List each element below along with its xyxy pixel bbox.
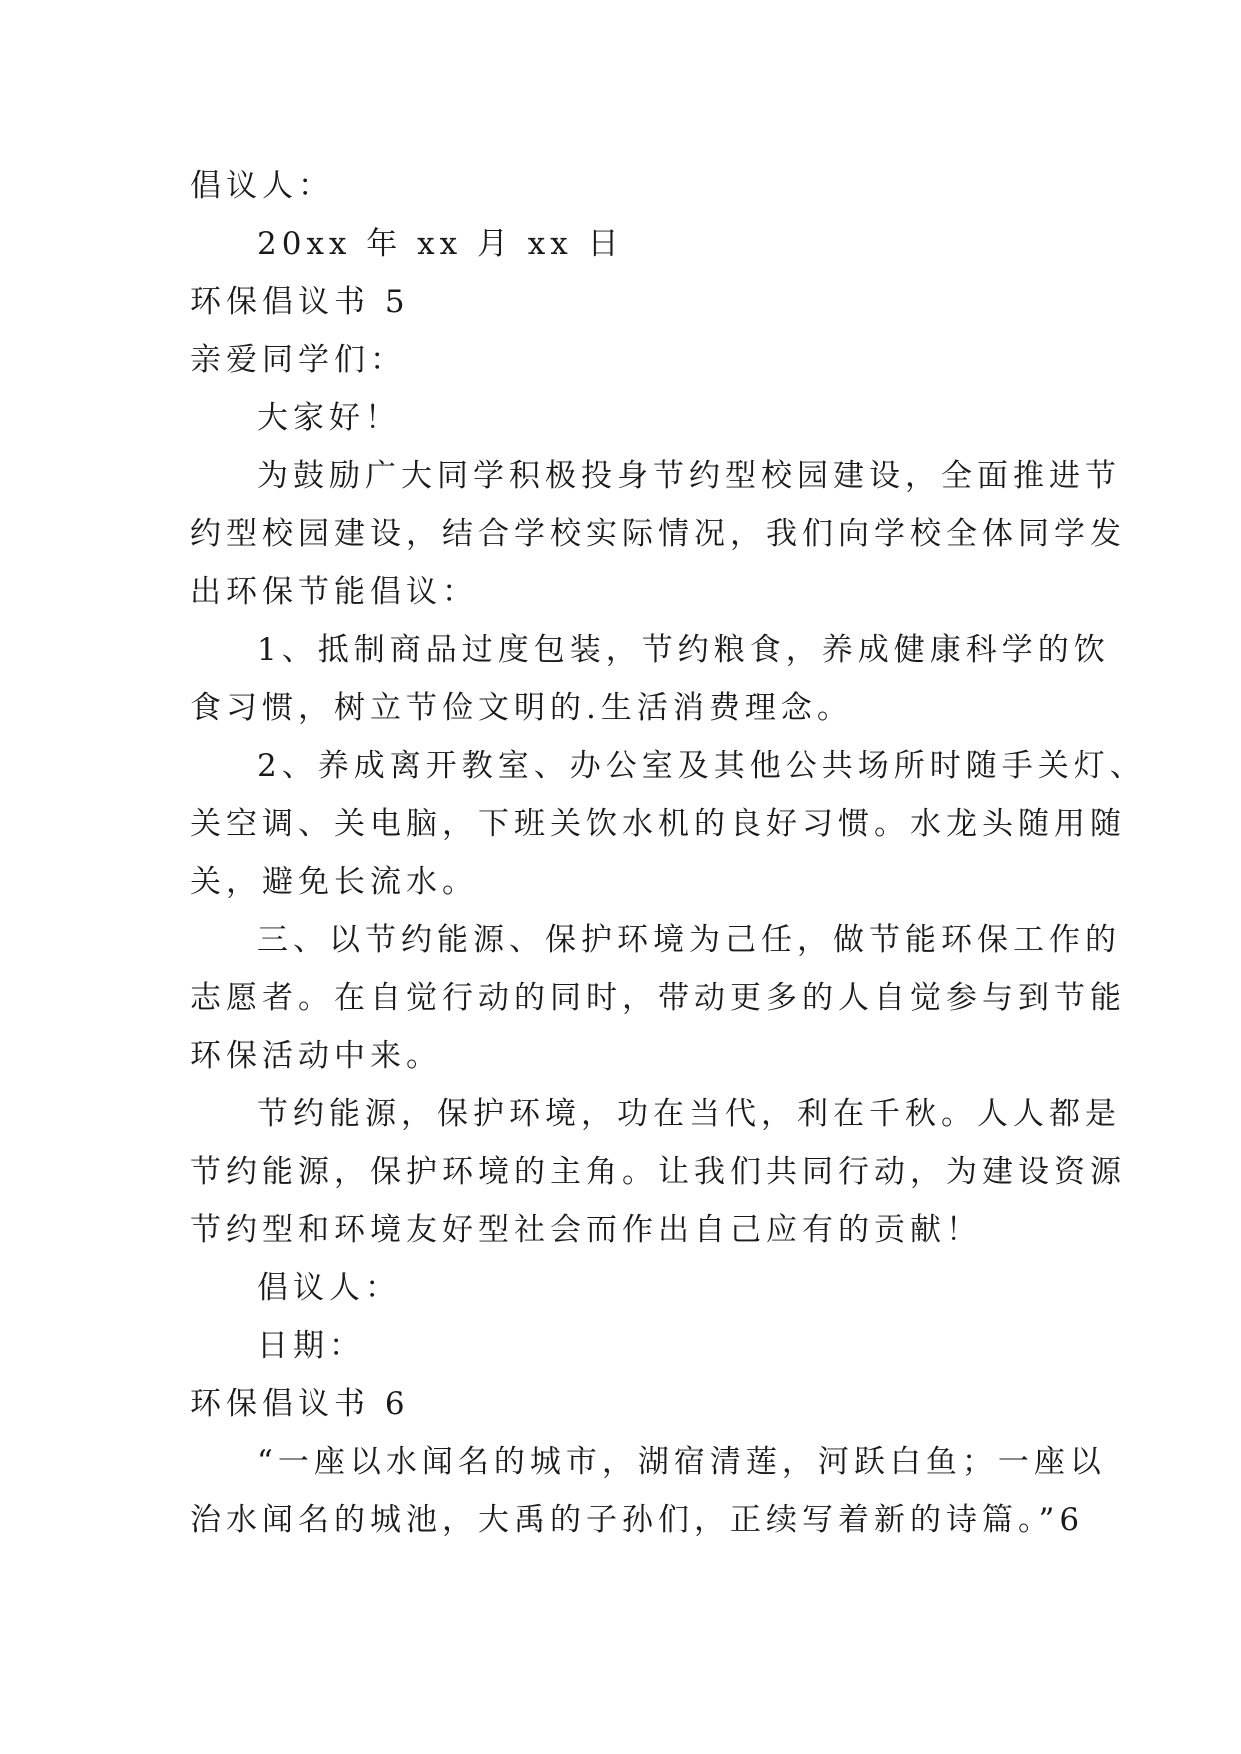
paragraph-line: “一座以水闻名的城市，湖宿清莲，河跃白鱼；一座以 bbox=[257, 1444, 1106, 1480]
paragraph-line: 节约能源，保护环境的主角。让我们共同行动，为建设资源 bbox=[190, 1154, 1126, 1190]
paragraph-line: 1、抵制商品过度包装，节约粮食，养成健康科学的饮 bbox=[257, 632, 1110, 668]
section-title: 环保倡议书 5 bbox=[190, 284, 410, 320]
greeting: 大家好！ bbox=[257, 400, 401, 436]
paragraph-line: 关空调、关电脑，下班关饮水机的良好习惯。水龙头随用随 bbox=[190, 806, 1126, 842]
paragraph-line: 2、养成离开教室、办公室及其他公共场所时随手关灯、 bbox=[257, 748, 1146, 784]
date-label: 日期： bbox=[257, 1328, 365, 1364]
paragraph-line: 三、以节约能源、保护环境为己任，做节能环保工作的 bbox=[257, 922, 1121, 958]
paragraph-line: 志愿者。在自觉行动的同时，带动更多的人自觉参与到节能 bbox=[190, 980, 1126, 1016]
paragraph-line: 约型校园建设，结合学校实际情况，我们向学校全体同学发 bbox=[190, 516, 1126, 552]
section-title: 环保倡议书 6 bbox=[190, 1386, 410, 1422]
paragraph-line: 食习惯，树立节俭文明的.生活消费理念。 bbox=[190, 690, 853, 726]
signatory-label: 倡议人： bbox=[257, 1270, 401, 1306]
date-line: 20xx 年 xx 月 xx 日 bbox=[257, 226, 624, 262]
paragraph-line: 节约型和环境友好型社会而作出自己应有的贡献！ bbox=[190, 1212, 982, 1248]
paragraph-line: 节约能源，保护环境，功在当代，利在千秋。人人都是 bbox=[257, 1096, 1121, 1132]
paragraph-line: 为鼓励广大同学积极投身节约型校园建设，全面推进节 bbox=[257, 458, 1121, 494]
paragraph-line: 环保活动中来。 bbox=[190, 1038, 442, 1074]
signatory-label: 倡议人： bbox=[190, 168, 334, 204]
salutation: 亲爱同学们： bbox=[190, 342, 406, 378]
paragraph-line: 关，避免长流水。 bbox=[190, 864, 478, 900]
paragraph-line: 治水闻名的城池，大禹的子孙们，正续写着新的诗篇。”6 bbox=[190, 1502, 1085, 1538]
paragraph-line: 出环保节能倡议： bbox=[190, 574, 478, 610]
